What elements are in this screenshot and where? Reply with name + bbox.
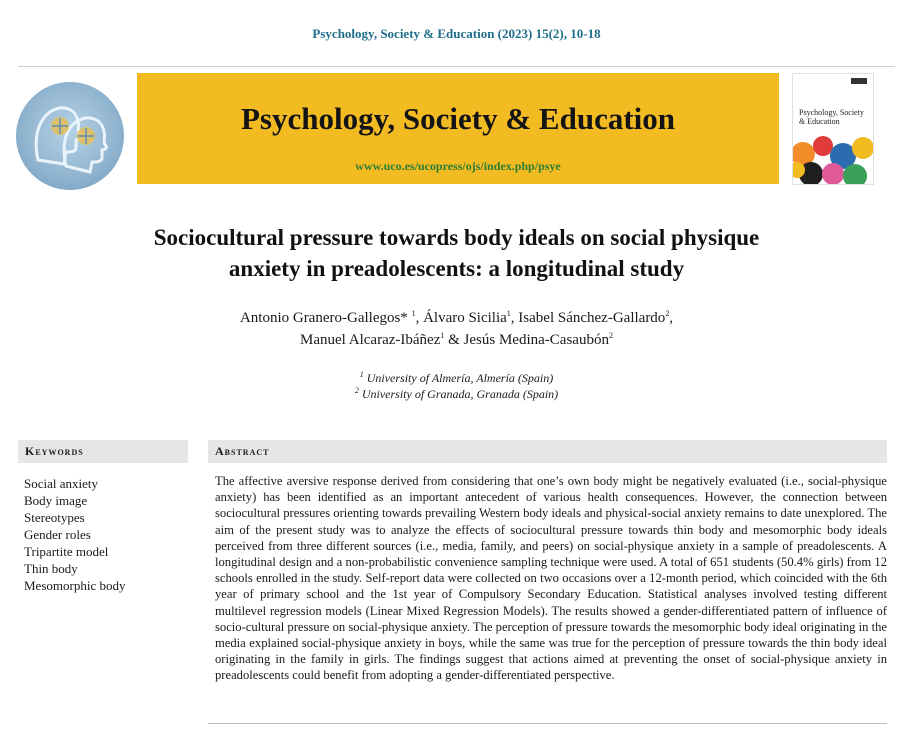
keyword-item: Stereotypes xyxy=(24,510,85,525)
affiliation-item: $^2$ University of Granada, Granada (Spain) xyxy=(354,386,559,401)
keywords-list xyxy=(24,475,194,594)
journal-reference: Psychology, Society & Education (2023) 15(2), 10-18 xyxy=(312,26,601,41)
author-name: Antonio Granero-Gallegos* xyxy=(239,310,408,326)
journal-url-link[interactable]: www.uco.es/ucopress/ojs/index.php/psye xyxy=(355,159,561,173)
author-name: Manuel Alcaraz-Ibáñez xyxy=(300,332,441,348)
keyword-item: Mesomorphic body xyxy=(24,578,126,593)
keyword-item: Tripartite model xyxy=(24,544,109,559)
abstract-heading: Abstract xyxy=(208,440,887,463)
author-line-2: Manuel Alcaraz-Ibáñez$^1$ & Jesús Medina-Casaubón$^2$ xyxy=(300,331,613,348)
author-name: Álvaro Sicilia xyxy=(423,310,507,326)
keyword-item: Social anxiety xyxy=(24,476,99,491)
keyword-item: Thin body xyxy=(24,561,78,576)
abstract-text: The affective aversive response derived from considering that one’s own body might be negatively evaluated (i.e., social-physique anxiety) has been identified as an important antecedent of various health consequences. However, the connection between sociocultural pressures orienting towards prevailing Western body ideals and physical-social anxiety remains to date unexplored. The aim of the present study was to analyze the effects of sociocultural pressure towards thin body and mesomorphic body ideals perceived from three different sources (i.e., media, family, and peers) on social-physique anxiety in a sample of preadolescents. A longitudinal design and a non-probabilistic convenience sampling technique were used. A total of 651 students (50.4% girls) from 12 schools enrolled in the study. Self-report data were collected on two occasions over a 12-month period, which coincided with the 6th year of primary school and the 1st year of Compulsory Secondary Education. Statistical analyses involved testing different multilevel regression models (Linear Mixed Regression Models). The results showed a gender-differentiated pattern of influence of socio-cultural pressure on social-physique anxiety. The perception of pressure towards the mesomorphic body ideal originating in the media explained social-physique anxiety in boys, while the same was true for the perception of pressure towards the thin body ideal originating in the family in girls. The findings suggest that actions aimed at preventing the onset of social-physique anxiety in preadolescents could benefit from adopting a gender-differentiated perspective. xyxy=(215,474,887,683)
abstract-bottom-divider xyxy=(208,723,887,724)
author-line-1: Antonio Granero-Gallegos* $^1$, Álvaro Sicilia$^1$, Isabel Sánchez-Gallardo$^2$, xyxy=(239,309,674,326)
author-list xyxy=(60,307,853,351)
article-title xyxy=(60,222,853,284)
author-name: Jesús Medina-Casaubón xyxy=(463,332,609,348)
keywords-heading: Keywords xyxy=(18,440,188,463)
article-title-line-1: Sociocultural pressure towards body ideals on social physique xyxy=(153,225,760,250)
header-divider xyxy=(18,66,895,67)
author-name: Isabel Sánchez-Gallardo xyxy=(518,310,666,326)
journal-logo xyxy=(16,82,124,190)
cover-title: Psychology, Society & Education xyxy=(799,108,864,126)
author-affiliation-mark: 2 xyxy=(608,331,613,340)
banner-title: Psychology, Society & Education xyxy=(240,101,675,136)
journal-banner xyxy=(137,73,779,184)
affiliations xyxy=(60,370,853,402)
heads-icon xyxy=(16,82,124,190)
author-affiliation-mark: 1 xyxy=(440,331,445,340)
article-title-line-2: anxiety in preadolescents: a longitudinal study xyxy=(228,256,685,281)
author-affiliation-mark: 2 xyxy=(665,309,670,318)
author-affiliation-mark: 1 xyxy=(411,309,416,318)
affiliation-item: $^1$ University of Almería, Almería (Spain) xyxy=(359,370,554,385)
keyword-item: Body image xyxy=(24,493,88,508)
author-affiliation-mark: 1 xyxy=(506,309,511,318)
keyword-item: Gender roles xyxy=(24,527,91,542)
journal-cover-thumbnail xyxy=(792,73,874,185)
cover-art-icon xyxy=(793,74,873,184)
